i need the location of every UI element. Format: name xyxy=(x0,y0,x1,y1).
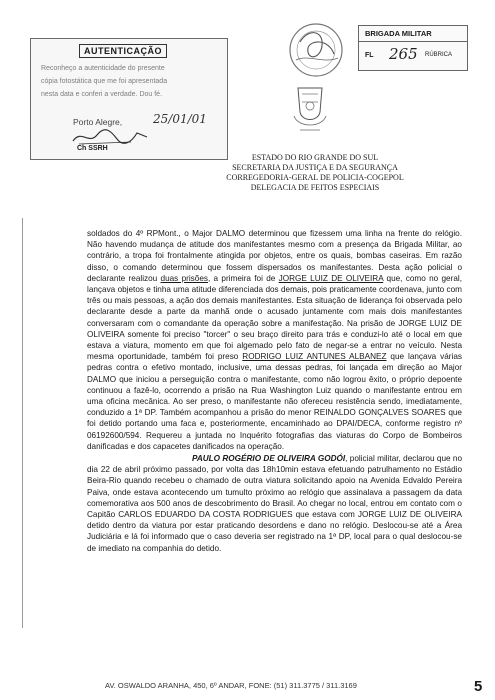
footer-address: AV. OSWALDO ARANHA, 450, 6º ANDAR, FONE: (51) 311.3775 / 311.3169 xyxy=(105,681,357,690)
page-number: 5 xyxy=(474,678,483,695)
letterhead xyxy=(200,153,430,193)
stamp-line: Reconheço a autenticidade do presente xyxy=(41,65,165,72)
header-line: ESTADO DO RIO GRANDE DO SUL xyxy=(251,153,379,162)
header-line: DELEGACIA DE FEITOS ESPECIAIS xyxy=(250,183,380,192)
coat-of-arms-icon xyxy=(290,82,330,140)
handwritten-signature xyxy=(71,127,151,147)
header-line: CORREGEDORIA-GERAL DE POLICIA-COGEPOL xyxy=(226,173,404,182)
document-body xyxy=(87,228,462,554)
stamp-line: cópia fotostática que me foi apresentada xyxy=(41,78,168,85)
text-run: , a primeira foi de xyxy=(207,273,279,283)
stamp-place: Porto Alegre, xyxy=(73,117,123,127)
protocol-page-number: 265 xyxy=(389,45,418,63)
stamp-line: nesta data e conferi a verdade. Dou fé. xyxy=(41,91,163,98)
stamp-date: 25/01/01 xyxy=(153,112,207,126)
protocol-title: BRIGADA MILITAR xyxy=(365,29,432,38)
protocol-divider xyxy=(359,41,467,42)
testimony-paragraph xyxy=(87,453,462,554)
witness-name: PAULO ROGÉRIO DE OLIVEIRA GODÓI xyxy=(192,454,346,464)
testimony-paragraph xyxy=(87,228,462,452)
text-run: , policial militar, declarou que no dia 22 de abril próximo passado, por volta das 18h10min estava efetuando patrulhamento no Estádio Beira-Rio quando recebeu o chamado de outra viatura solicitando apoio na Avenida Edvaldo Pereira Paiva, onde estava acontecendo um tumulto próximo ao relógio que assinalava a passagem da data comemorativa aos 500 anos de descobrimento do Brasil. Ao chegar no local, entrou em contato com o Capitão CARLOS EDUARDO DA COSTA RODRIGUES que estava com JORGE LUIZ DE OLIVEIRA detido dentro da viatura por estar praticando desordens e dano no relógio. Deslocou-se até a Área Judiciária e lá foi informado que o caso deveria ser registrado na 1ª DP, local para o qual deslocou-se de imediato na companhia do detido. xyxy=(87,454,463,553)
text-run: que lançava várias pedras contra o efetivo montado, inclusive, uma dessas pedras, foi lançada em direção ao Major DALMO que iniciou a perseguição contra o manifestante, como não logrou êxito, o próprio depoente continuou a fazê-lo, ocorrendo a prisão na Rua Washington Luiz quando o manifestante entrou em uma oficina mecânica. Ao ser preso, o manifestante não ofereceu resistência sendo, imediatamente, conduzido a 1ª DP. Também acompanhou a prisão do menor REINALDO GONÇALVES SOARES que foi detido portando uma faca e, posteriormente, encaminhado ao DPAI/DECA, conforme registro nº 06192600/594. Requereu a juntada no Inquérito fotografias das viaturas do Corpo de Bombeiros danificadas e dos capacetes danificados na operação. xyxy=(87,352,463,451)
protocol-rubrica-label: RÚBRICA xyxy=(425,52,453,58)
page-protocol-box xyxy=(358,25,468,71)
margin-line xyxy=(22,218,23,628)
text-run: soldados do 4º RPMont., o Major DALMO determinou que fizessem uma linha na frente do relógio. Não havendo mudança de atitude dos manifestantes mesmo com a presença da Brigada Militar, ao contrário, a tropa foi frontalmente atingida por objetos, entre os quais, bombas caseiras. Em razão disso, o comando determinou que fossem dispersados os manifestantes. Desta ação policial o declarante realizou xyxy=(87,229,462,283)
underlined-text: JORGE LUIZ DE OLIVEIRA xyxy=(278,273,384,283)
authentication-stamp xyxy=(30,38,228,160)
protocol-fl-label: FL xyxy=(365,52,374,59)
text-run: que, como no geral, lançava objetos e tinha uma atitude diferenciada dos demais, pois praticamente coordenava, junto com três ou mais pessoas, a ação dos demais manifestantes. Esta situação de liderança foi observada pelo declarante desde a parte da manhã onde o acusado juntamente com mais dois manifestantes conversaram com o comandante da operação sobre a manifestação. Na prisão de JORGE LUIZ DE OLIVEIRA somente foi preciso "torcer" o seu braço direito para trás e conduzi-lo até o local em que estava a viatura, momento em que foi algemado pelo fato de negar-se a entrar no veículo. Nesta mesma oportunidade, também foi preso xyxy=(87,273,462,362)
header-line: SECRETARIA DA JUSTIÇA E DA SEGURANÇA xyxy=(232,163,398,172)
stamp-title: AUTENTICAÇÃO xyxy=(79,44,167,58)
underlined-text: RODRIGO LUIZ ANTUNES ALBANEZ xyxy=(242,352,387,362)
official-seal-stamp xyxy=(278,20,356,80)
underlined-text: duas prisões xyxy=(160,273,208,283)
stamp-signature-caption: Ch SSRH xyxy=(77,145,108,152)
